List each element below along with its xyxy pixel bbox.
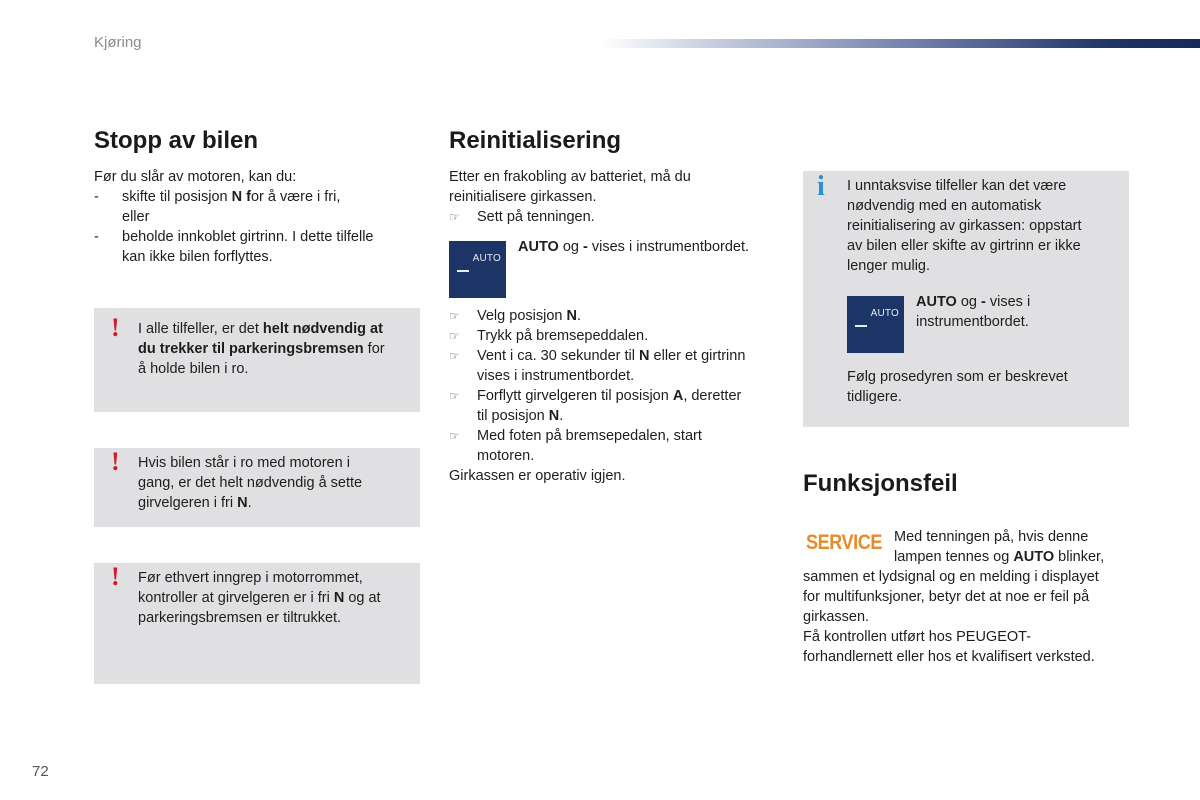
title-funksjonsfeil: Funksjonsfeil xyxy=(803,470,958,497)
step-item: ☞ Trykk på bremsepeddalen. xyxy=(449,328,649,344)
funksjonsfeil-text: sammen et lydsignal og en melding i displayet for multifunksjoner, betyr det at noe er feil på girkassen. Få kontrollen utført hos PEUGEOT- forhandlernett eller hos et kvalifisert verksted. xyxy=(803,569,1099,665)
auto-indicator-icon: AUTO xyxy=(847,296,904,353)
warning-icon: ! xyxy=(111,562,120,591)
auto-caption: AUTO og - vises i instrumentbordet. xyxy=(518,239,750,255)
step-item: ☞ Vent i ca. 30 sekunder til N eller et girtrinn vises i instrumentbordet. xyxy=(449,348,746,384)
section-header: Kjøring xyxy=(94,34,142,51)
warning-box-1: ! I alle tilfeller, er det helt nødvendig at du trekker til parkeringsbremsen for å holde bilen i ro. xyxy=(94,308,420,412)
warning-box-2: ! Hvis bilen står i ro med motoren i gang, er det helt nødvendig å sette girvelgeren i fri N. xyxy=(94,448,420,527)
info-box: i I unntaksvise tilfeller kan det være nødvendig med en automatisk reinitialisering av girkassen: oppstart av bilen eller skifte av girtrinn er ikke lenger mulig. AUTO AUTO og - vises i instrumentbordet. Følg prosedyren som er beskrevet tidligere. xyxy=(803,171,1129,427)
auto-indicator-icon: AUTO xyxy=(449,241,506,298)
step-item: ☞ Forflytt girvelgeren til posisjon A, deretter til posisjon N. xyxy=(449,388,742,424)
stopp-intro: Før du slår av motoren, kan du: xyxy=(94,169,297,185)
step-item: ☞ Velg posisjon N. xyxy=(449,308,581,324)
header-gradient-bar xyxy=(600,39,1200,48)
service-warning-icon: SERVICE xyxy=(806,531,882,554)
dash-item-1: - skifte til posisjon N for å være i fri, eller xyxy=(94,189,341,225)
page-number: 72 xyxy=(32,763,49,780)
warning-box-3: ! Før ethvert inngrep i motorrommet, kontroller at girvelgeren er i fri N og at parkeringsbremsen er tiltrukket. xyxy=(94,563,420,684)
stopp-text xyxy=(94,167,414,267)
funksjonsfeil-text-top: Med tenningen på, hvis denne lampen tennes og AUTO blinker, xyxy=(894,529,1105,565)
info-icon: i xyxy=(817,171,825,202)
step-item: ☞ Med foten på bremsepedalen, start motoren. xyxy=(449,428,702,464)
warning-icon: ! xyxy=(111,447,120,476)
reinit-closing: Girkassen er operativ igjen. xyxy=(449,468,626,484)
reinit-steps xyxy=(449,306,779,486)
step-item: ☞ Sett på tenningen. xyxy=(449,209,595,225)
reinit-intro: Etter en frakobling av batteriet, må du reinitialisere girkassen. ☞ Sett på tenningen. xyxy=(449,167,779,227)
title-reinitialisering: Reinitialisering xyxy=(449,127,622,154)
warning-icon: ! xyxy=(111,313,120,342)
dash-item-2: - beholde innkoblet girtrinn. I dette tilfelle kan ikke bilen forflyttes. xyxy=(94,229,374,265)
title-stopp: Stopp av bilen xyxy=(94,127,259,154)
